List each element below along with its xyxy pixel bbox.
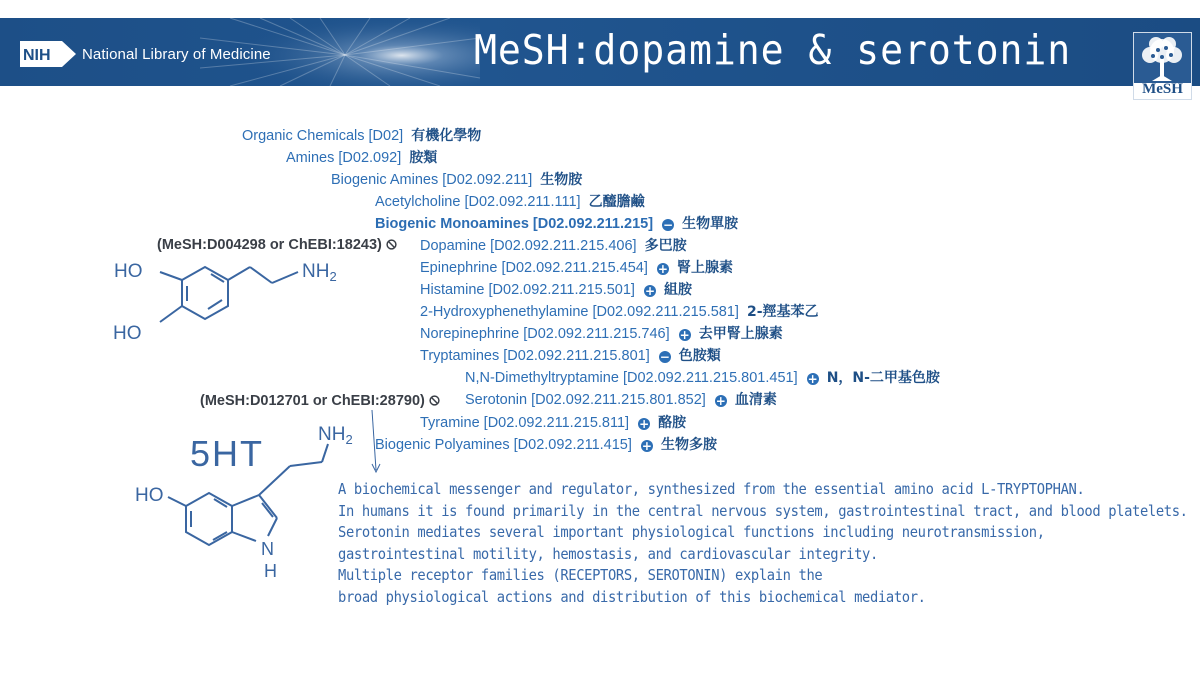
description-line: In humans it is found primarily in the central nervous system, gastrointestinal tract, and blood platelets. — [338, 501, 1188, 520]
tree-node-code: [D02.092.211.215.581] — [592, 304, 739, 320]
tree-node-term: 2-Hydroxyphenethylamine — [420, 304, 589, 320]
tree-node-term: Biogenic Amines — [331, 172, 439, 188]
serotonin-h: H — [264, 561, 277, 581]
tree-node-term: Acetylcholine — [375, 194, 461, 210]
tree-node-code: [D02.092] — [338, 150, 402, 166]
tree-node-chinese: 血清素 — [734, 392, 777, 408]
dopamine-ho-bottom: HO — [113, 323, 142, 344]
tree-node-chinese: 有機化學物 — [411, 128, 482, 144]
tree-node-chinese: 生物單胺 — [682, 216, 739, 232]
expand-icon[interactable]: + — [679, 328, 690, 342]
collapse-icon[interactable]: − — [659, 350, 670, 364]
tree-node-term: Dopamine — [420, 238, 487, 254]
expand-icon[interactable]: + — [715, 394, 726, 408]
serotonin-description — [338, 479, 1188, 608]
tree-node-code: [D02.092.211] — [442, 172, 533, 188]
tree-node-chinese: 2-羥基苯乙 — [746, 304, 819, 320]
description-line: Multiple receptor families (RECEPTORS, SEROTONIN) explain the — [338, 566, 823, 584]
tree-node-term: Biogenic Polyamines — [375, 437, 510, 453]
expand-icon[interactable]: + — [644, 284, 656, 298]
tree-node-chinese: 酪胺 — [658, 415, 687, 431]
dopamine-nh2: $NH_2$ — [302, 261, 337, 284]
description-line: gastrointestinal motility, hemostasis, and cardiovascular integrity. — [338, 544, 878, 563]
tree-node-code: [D02.092.211.415] — [513, 437, 632, 453]
serotonin-id-text: (MeSH:D012701 or ChEBI:28790) — [200, 393, 425, 409]
tree-node-term: Organic Chemicals — [242, 128, 365, 144]
tree-node-code: [D02.092.211.215.501] — [488, 282, 635, 298]
tree-node-code: [D02.092.211.215.406] — [490, 238, 637, 254]
page-title: MeSH:dopamine & serotonin — [474, 26, 1072, 74]
tree-node-chinese: 生物胺 — [540, 172, 583, 188]
tree-node-term: Epinephrine — [420, 260, 498, 276]
description-line: A biochemical messenger and regulator, synthesized from the essential amino acid L-TRYPTOPHAN. — [338, 480, 1085, 498]
tree-node-term: Amines — [286, 150, 335, 166]
tree-node-code: [D02.092.211.215.801] — [503, 348, 650, 364]
tree-node-term: N,N-Dimethyltryptamine — [465, 370, 619, 386]
serotonin-n: N — [261, 539, 274, 559]
tree-node-chinese: 生物多胺 — [660, 437, 717, 453]
tree-node-code: [D02.092.211.215.746] — [523, 326, 670, 342]
tree-node-code: [D02.092.211.215.801.852] — [531, 392, 706, 408]
expand-icon[interactable]: + — [657, 262, 668, 276]
serotonin-5ht-label: 5HT — [190, 433, 265, 474]
org-name[interactable]: National Library of Medicine — [82, 46, 271, 63]
tree-node-code: [D02.092.211.111] — [464, 194, 581, 210]
tree-node-term: Histamine — [420, 282, 485, 298]
tree-node-term: Norepinephrine — [420, 326, 520, 342]
dopamine-ho-top: HO — [114, 261, 143, 282]
tree-node-chinese: 組胺 — [664, 282, 693, 298]
tree-node-code: [D02.092.211.215.454] — [501, 260, 648, 276]
collapse-icon[interactable]: − — [663, 218, 674, 232]
serotonin-nh2: $NH_2$ — [318, 424, 353, 447]
tree-node-chinese: N，N-二甲基色胺 — [826, 370, 940, 386]
tree-node-term: Biogenic Monoamines — [375, 216, 529, 232]
tree-node-term: Serotonin — [465, 392, 528, 408]
tree-node-code: [D02.092.211.215.801.451] — [622, 370, 798, 386]
tree-node-chinese: 胺類 — [409, 150, 438, 166]
description-line: broad physiological actions and distribution of this biochemical mediator. — [338, 587, 926, 606]
description-line: Serotonin mediates several important physiological functions including neurotransmission, — [338, 523, 1045, 541]
tree-node-code: [D02.092.211.215] — [532, 216, 654, 232]
tree-node-term: Tryptamines — [420, 348, 500, 364]
tree-node-chinese: 去甲腎上腺素 — [698, 326, 783, 342]
mesh-logo-text: MeSH — [1142, 81, 1183, 97]
tree-node-term: Tyramine — [420, 415, 480, 431]
tree-node-chinese: 腎上腺素 — [676, 260, 733, 276]
serotonin-ho: HO — [135, 485, 164, 506]
dopamine-structure — [160, 267, 298, 322]
tree-node-chinese: 多巴胺 — [644, 238, 687, 254]
tree-node-chinese: 乙醯膽鹼 — [588, 194, 645, 210]
tree-node-chinese: 色胺類 — [678, 348, 721, 364]
expand-icon[interactable]: + — [641, 439, 652, 453]
tree-node-code: [D02.092.211.215.811] — [483, 415, 630, 431]
tree-node-code: [D02] — [368, 128, 404, 144]
expand-icon[interactable]: + — [807, 372, 818, 386]
expand-icon[interactable]: + — [639, 417, 650, 431]
nih-badge-text: NIH — [23, 47, 51, 64]
dopamine-id-text: (MeSH:D004298 or ChEBI:18243) — [157, 237, 382, 253]
